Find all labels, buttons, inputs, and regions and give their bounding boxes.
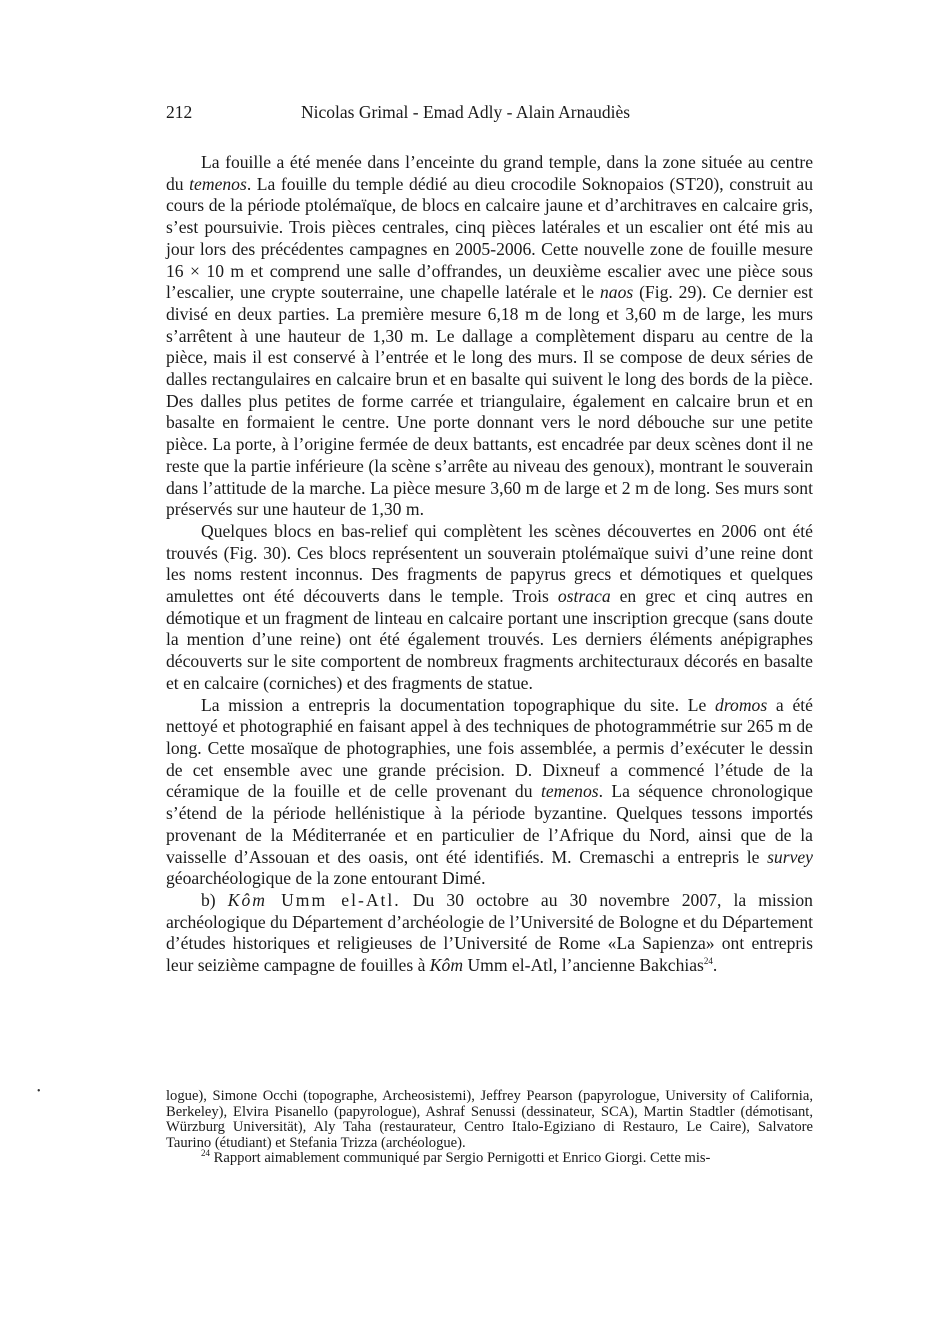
paragraph [166,695,813,890]
text-run: géoarchéologique de la zone entourant Dimé. [166,868,486,889]
italic-term: Kôm [429,955,464,976]
footnotes [166,1089,813,1167]
text-run: La fouille a été menée dans l’enceinte du grand temple, dans la zone située au centre du [166,152,813,194]
main-text [166,152,813,977]
page-number: 212 [166,102,193,122]
footnote-reference[interactable]: 24 [703,956,713,967]
footnote-24 [166,1148,813,1167]
text-run: Quelques blocs en bas-relief qui complètent les scènes découvertes en 2006 ont été trouvés (Fig. 30). Ces blocs représentent un souverain ptolémaïque suivi d’une reine dont les noms restent inconnus. Des fragments de papyrus grecs et démotiques et quelques amulettes ont été découverts dans le temple. Trois [166,520,813,607]
paragraph [166,152,813,521]
text-run: Umm el-Atl, l’ancienne Bakchias [463,955,704,976]
text-run: . La fouille du temple dédié au dieu crocodile Soknopaios (ST20), construit au cours de la période ptolémaïque, de blocs en calcaire jaune et d’architraves en calcaire gris, s’est poursuivie. Trois pièces centrales, cinq pièces latérales et un escalier ont été mis au jour lors des précédentes campagnes en 2005-2006. Cette nouvelle zone de fouille mesure 16 × 10 m et comprend une salle d’offrandes, un deuxième escalier avec une pièce sous l’escalier, une crypte souterraine, une chapelle latérale et le [166,173,813,303]
text-run: (Fig. 29). Ce dernier est divisé en deux parties. La première mesure 6,18 m de long et 3,60 m de large, les murs s’arrêtent à une hauteur de 1,30 m. Le dallage a complètement disparu au centre de la pièce, mais il est conservé à l’entrée et le long des murs. Il se compose de deux séries de dalles rectangulaires en calcaire brun et en basalte qui suivent le long des bords de la pièce. Des dalles plus petites de forme carrée et triangulaire, également en calcaire brun et en basalte en formaient le centre. Une porte donnant vers le nord débouche sur une petite pièce. La porte, à l’origine fermée de deux battants, est encadrée par deux scènes dont il ne reste que la partie inférieure (la scène s’arrête au niveau des genoux), montrant le souverain dans l’attitude de la marche. La pièce mesure 3,60 m de large et 2 m de long. Ses murs sont préservés sur une hauteur de 1,30 m. [166,282,813,520]
site-name-spaced: Umm el-Atl. [267,889,401,910]
section-marker: b) [201,889,228,910]
running-head [166,102,816,126]
text-run: a été nettoyé et photographié en faisant appel à des techniques de photogrammétrie sur 265 m de long. Cette mosaïque de photographies, une fois assemblée, a permis d’exécuter le dessin de cet ensemble avec une grande précision. D. Dixneuf a commencé l’étude de la céramique de la fouille et de celle provenant du [166,694,813,802]
running-head-authors: Nicolas Grimal - Emad Adly - Alain Arnaudiès [301,102,631,122]
paragraph [166,521,813,695]
italic-term: survey [767,846,813,867]
text-run: . [712,955,718,976]
text-run: La mission a entrepris la documentation topographique du site. Le [201,694,716,715]
footnote-text: Rapport aimablement communiqué par Sergio Pernigotti et Enrico Giorgi. Cette mis- [210,1150,711,1167]
text-run: Du 30 octobre au 30 novembre 2007, la mission archéologique du Département d’archéologie de l’Université de Bologne et du Département d’études historiques et religieuses de l’Université de Rome «La Sapienza» ont entrepris leur seizième campagne de fouilles à [166,889,813,976]
italic-term: temenos [540,781,599,802]
site-name-italic: Kôm [227,889,267,910]
footnote-number: 24 [201,1148,210,1159]
italic-term: dromos [715,694,768,715]
italic-term: ostraca [557,586,611,607]
paragraph [166,890,813,977]
text-run: en grec et cinq autres en démotique et un fragment de linteau en calcaire portant une inscription grecque (sans doute la mention d’une reine) ont été également trouvés. Les derniers éléments anépigraphes découverts sur le site comportent de nombreux fragments architecturaux décorés en basalte et en calcaire (corniches) et des fragments de statue. [166,586,813,693]
text-run: . La séquence chronologique s’étend de la période hellénistique à la période byzantine. Quelques tessons importés provenant de la Méditerranée et en particulier de l’Afrique du Nord, ainsi que de la vaisselle d’Assouan et des oasis, ont été identifiés. M. Cremaschi a entrepris le [166,781,813,867]
italic-term: naos [599,282,634,303]
footnote-continuation: logue), Simone Occhi (topographe, Archeosistemi), Jeffrey Pearson (papyrologue, University of California, Berkeley), Elvira Pisanello (papyrologue), Ashraf Senussi (dessinateur, SCA), Martin Stadtler (démotisant, Würzburg Universität), Aly Taha (restaurateur, Centro Italo-Egiziano di Restauro, Le Caire), Salvatore Taurino (étudiant) et Stefania Trizza (archéologue). [166,1088,813,1151]
margin-mark: • [37,1086,41,1097]
italic-term: temenos [189,173,247,194]
